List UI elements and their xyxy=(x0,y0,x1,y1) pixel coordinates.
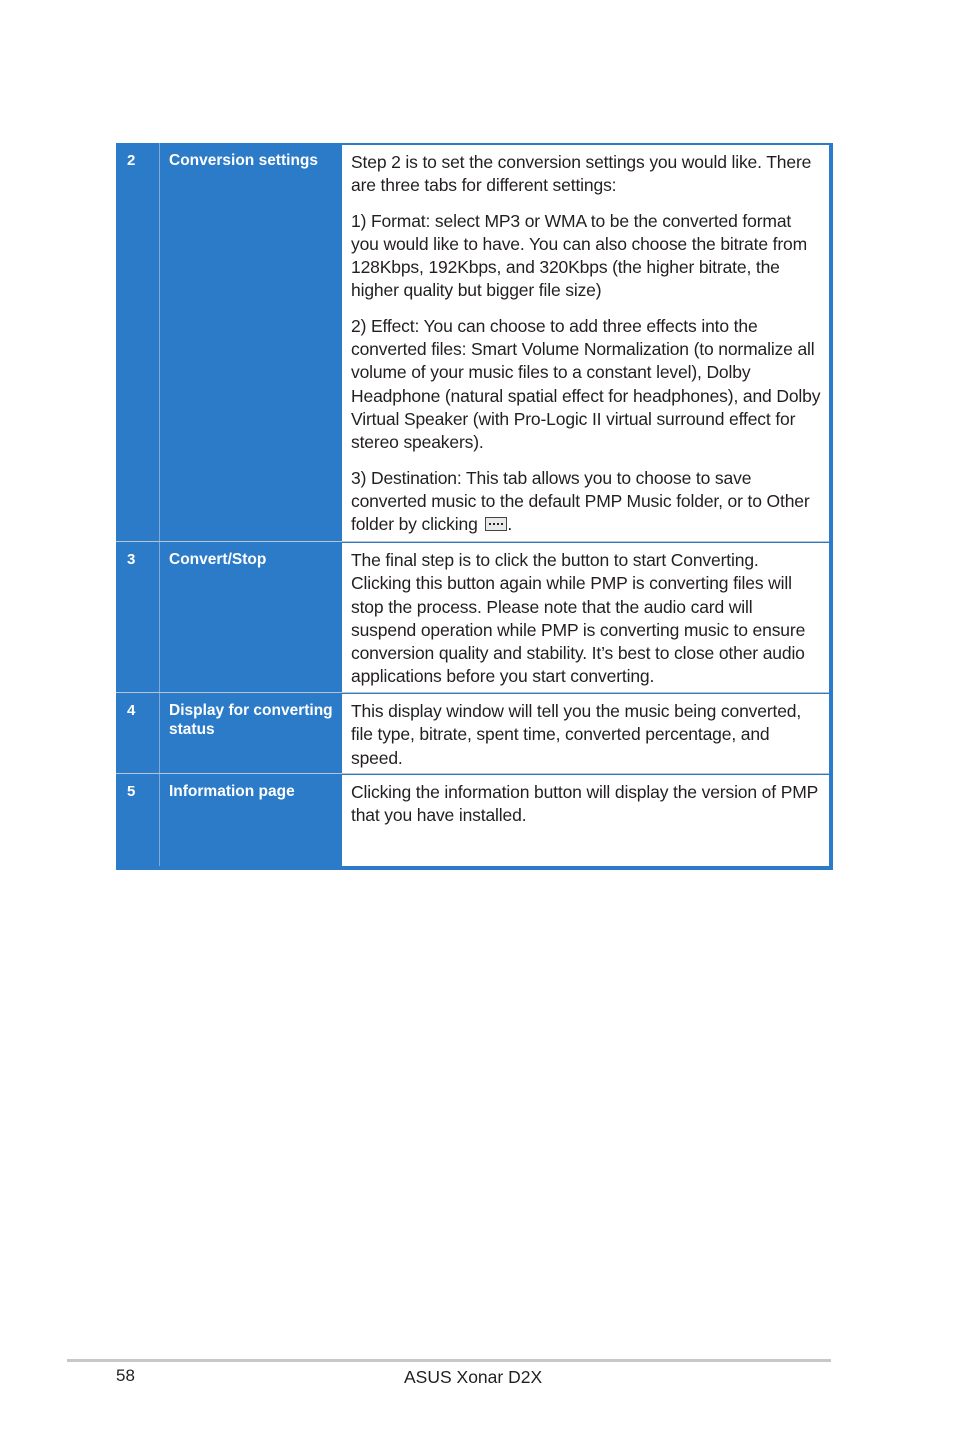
row-description xyxy=(342,774,829,866)
description-paragraph: 2) Effect: You can choose to add three effects into the converted files: Smart Volume Normalization (to normalize all volume of your music files to a constant level), Dolby Headphone (natural spatial effect for headphones), and Dolby Virtual Speaker (with Pro-Logic II virtual surround effect for stereo speakers). xyxy=(351,315,821,453)
description-paragraph: 1) Format: select MP3 or WMA to be the converted format you would like to have. You can also choose the bitrate from 128Kbps, 192Kbps, and 320Kbps (the higher bitrate, the higher quality but bigger file size) xyxy=(351,210,808,301)
table-row xyxy=(116,774,829,866)
row-number: 5 xyxy=(116,774,160,866)
footer-divider xyxy=(67,1359,831,1362)
row-description xyxy=(342,542,829,692)
table-row xyxy=(116,542,829,693)
description-paragraph: Clicking the information button will display the version of PMP that you have installed. xyxy=(351,782,818,826)
row-label: Conversion settings xyxy=(160,143,342,541)
settings-table xyxy=(116,143,833,870)
row-description xyxy=(342,143,829,541)
row-label: Display for converting status xyxy=(160,693,342,773)
row-number: 4 xyxy=(116,693,160,773)
table-row xyxy=(116,143,829,542)
description-paragraph: Step 2 is to set the conversion settings you would like. There are three tabs for different settings: xyxy=(351,152,812,196)
description-paragraph: This display window will tell you the music being converted, file type, bitrate, spent time, converted percentage, and speed. xyxy=(351,701,802,768)
browse-folder-icon xyxy=(485,517,507,531)
row-number: 2 xyxy=(116,143,160,541)
description-text: 3) Destination: This tab allows you to choose to save converted music to the default PMP Music folder, or to Other folder by clicking xyxy=(351,467,810,535)
description-paragraph xyxy=(351,467,821,537)
row-number: 3 xyxy=(116,542,160,692)
description-trailing-text: . xyxy=(507,514,513,535)
table-row xyxy=(116,693,829,774)
row-label: Information page xyxy=(160,774,342,866)
description-paragraph: The final step is to click the button to start Converting. Clicking this button again while PMP is converting files will stop the process. Please note that the audio card will suspend operation while PMP is converting music to ensure conversion quality and stability. It’s best to close other audio applications before you start converting. xyxy=(351,550,806,687)
row-label: Convert/Stop xyxy=(160,542,342,692)
row-description xyxy=(342,693,829,773)
page-number: 58 xyxy=(116,1366,135,1385)
product-name: ASUS Xonar D2X xyxy=(404,1367,543,1387)
